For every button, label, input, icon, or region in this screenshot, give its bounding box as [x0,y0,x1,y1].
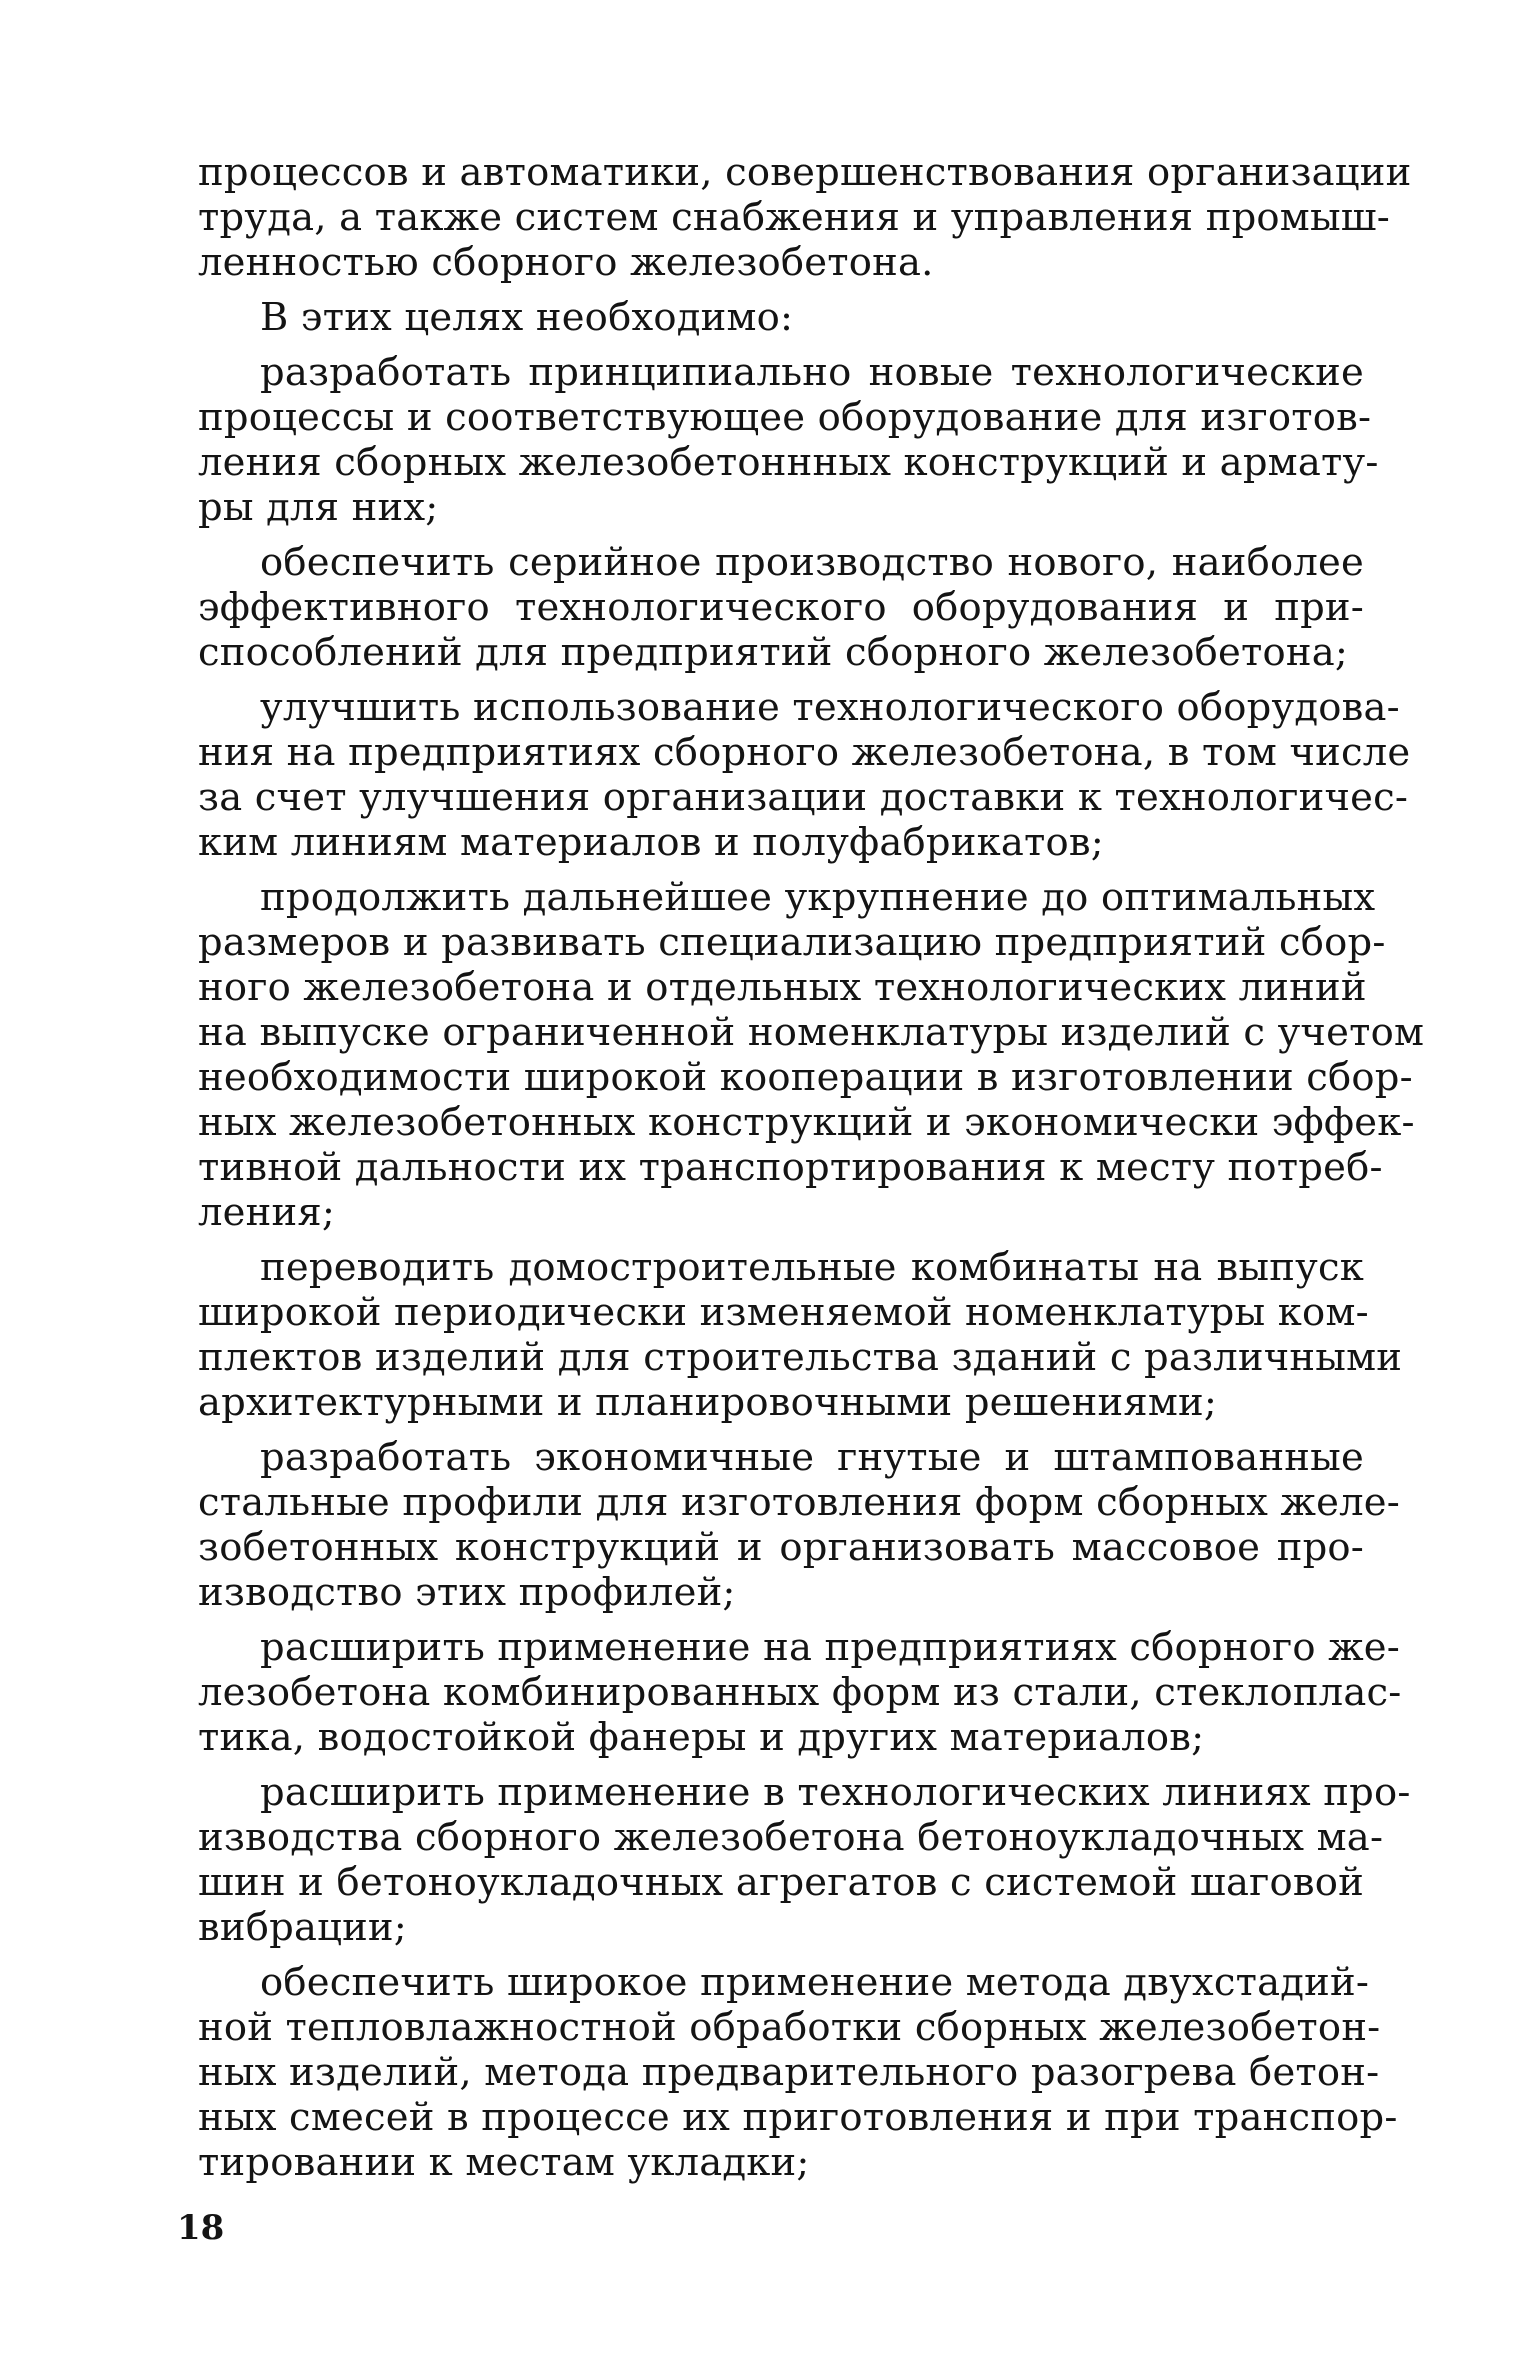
body-text [198,150,1425,2195]
text-line: обеспечить широкое применение метода двухстадий- [260,1960,1370,2005]
text-line: ления; [198,1190,336,1235]
text-line: лезобетона комбинированных форм из стали, стеклоплас- [198,1670,1402,1715]
text-line: зобетонных конструкций и организовать массовое про- [198,1525,1364,1570]
text-line: плектов изделий для строительства зданий с различными [198,1335,1403,1380]
text-line: за счет улучшения организации доставки к технологичес- [198,775,1409,820]
text-line: процессы и соответствующее оборудование для изготов- [198,395,1372,440]
paragraph [198,1435,1400,1615]
text-line: расширить применение в технологических линиях про- [260,1770,1411,1815]
text-line: изводство этих профилей; [198,1570,736,1615]
text-line: улучшить использование технологического оборудова- [260,685,1400,730]
text-line: ных смесей в процессе их приготовления и при транспор- [198,2095,1398,2140]
text-line: процессов и автоматики, совершенствования организации [198,150,1412,195]
text-line: обеспечить серийное производство нового, наиболее [260,540,1364,585]
text-line: ной тепловлажностной обработки сборных железобетон- [198,2005,1381,2050]
text-line: широкой периодически изменяемой номенклатуры ком- [198,1290,1369,1335]
text-line: ного железобетона и отдельных технологических линий [198,965,1367,1010]
text-line: архитектурными и планировочными решениями; [198,1380,1218,1425]
text-line: шин и бетоноукладочных агрегатов с системой шаговой [198,1860,1364,1905]
paragraph [198,1625,1402,1760]
text-line: ления сборных железобетоннных конструкций и армату- [198,440,1379,485]
text-line: труда, а также систем снабжения и управления промыш- [198,195,1390,240]
text-line: продолжить дальнейшее укрупнение до оптимальных [260,875,1376,920]
paragraph [198,685,1411,865]
text-line: ленностью сборного железобетона. [198,240,934,285]
text-line: на выпуске ограниченной номенклатуры изделий с учетом [198,1010,1425,1055]
text-line: ры для них; [198,485,439,530]
text-line: тивной дальности их транспортирования к месту потреб- [198,1145,1383,1190]
text-line: способлений для предприятий сборного железобетона; [198,630,1349,675]
text-line: переводить домостроительные комбинаты на выпуск [260,1245,1364,1290]
paragraph [198,540,1364,675]
text-line: ким линиям материалов и полуфабрикатов; [198,820,1104,865]
text-line: тировании к местам укладки; [198,2140,810,2185]
paragraph [198,1245,1403,1425]
text-line: разработать принципиально новые технологические [260,350,1364,395]
text-line: тика, водостойкой фанеры и других материалов; [198,1715,1205,1760]
text-line: изводства сборного железобетона бетоноукладочных ма- [198,1815,1384,1860]
paragraph [198,1770,1411,1950]
paragraph [198,295,1364,340]
text-line: разработать экономичные гнутые и штампованные [260,1435,1364,1480]
text-line: размеров и развивать специализацию предприятий сбор- [198,920,1386,965]
text-line: вибрации; [198,1905,407,1950]
text-line: необходимости широкой кооперации в изготовлении сбор- [198,1055,1413,1100]
text-line: расширить применение на предприятиях сборного же- [260,1625,1401,1670]
paragraph [198,350,1379,530]
text-line: ния на предприятиях сборного железобетона, в том числе [198,730,1411,775]
text-line: стальные профили для изготовления форм сборных желе- [198,1480,1400,1525]
page-number: 18 [177,2208,225,2248]
text-line: эффективного технологического оборудования и при- [198,585,1364,630]
text-line: В этих целях необходимо: [260,295,794,340]
paragraph [198,875,1425,1235]
text-line: ных изделий, метода предварительного разогрева бетон- [198,2050,1380,2095]
paragraph [198,150,1412,285]
text-line: ных железобетонных конструкций и экономически эффек- [198,1100,1415,1145]
paragraph [198,1960,1398,2185]
